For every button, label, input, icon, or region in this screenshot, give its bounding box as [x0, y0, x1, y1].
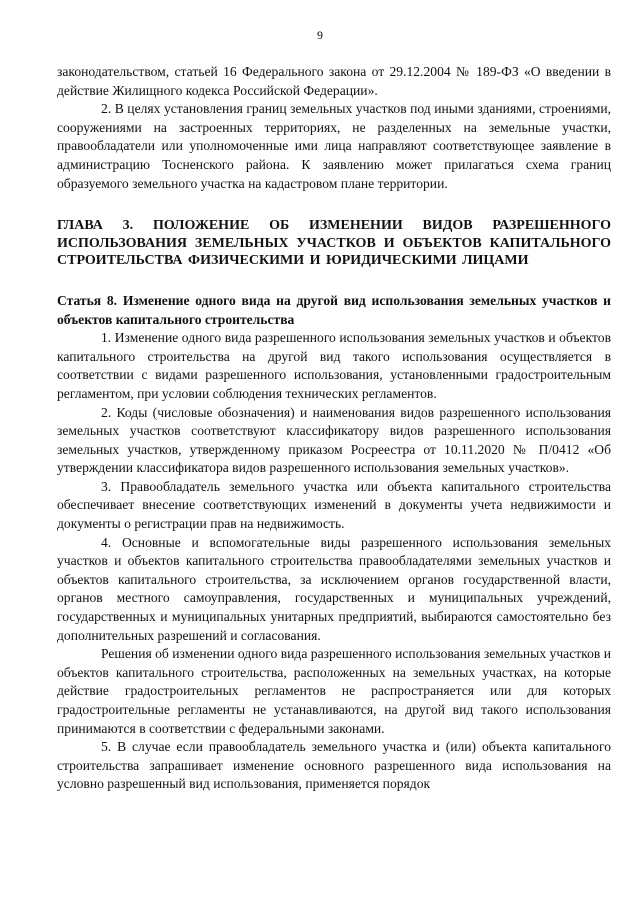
paragraph-item-2: 2. В целях установления границ земельных участков под иными зданиями, строениями, сооружениями на застроенных территориях, не разделенных на земельные участки, правообладатели или уполномоченные ими лица направляют соответствующее заявление в администрацию Тосненского района. К заявлению может прилагаться схема границ образуемого земельного участка на кадастровом плане территории. — [57, 101, 611, 191]
article-paragraph-5: 5. В случае если правообладатель земельного участка и (или) объекта капитального строительства запрашивает изменение основного разрешенного вида использования на условно разрешенный вид использования, применяется порядок — [57, 739, 611, 792]
page-number: 9 — [317, 28, 323, 42]
article-paragraph-2: 2. Коды (числовые обозначения) и наименования видов разрешенного использования земельных участков соответствуют классификатору видов разрешенного использования земельных участков, утвержденному приказом Росреестра от 10.11.2020 № П/0412 «Об утверждении классификатора видов разрешенного использования земельных участков». — [57, 404, 611, 476]
article-paragraph-1: 1. Изменение одного вида разрешенного использования земельных участков и объектов капитального строительства на другой вид такого использования осуществляется в соответствии с видами разрешенного использования, установленными градостроительным регламентом, при условии соблюдения технических регламентов. — [57, 330, 611, 401]
article-paragraph-3: 3. Правообладатель земельного участка или объекта капитального строительства обеспечивает внесение соответствующих изменений в документы учета недвижимости и документы о регистрации прав на недвижимость. — [57, 478, 611, 532]
article-heading: Статья 8. Изменение одного вида на другой вид использования земельных участков и объектов капитального строительства — [57, 292, 611, 327]
paragraph-continuation: законодательством, статьей 16 Федерального закона от 29.12.2004 № 189-ФЗ «О введении в действие Жилищного кодекса Российской Федерации». — [57, 64, 611, 98]
document-body — [57, 63, 611, 794]
article-paragraph-4: 4. Основные и вспомогательные виды разрешенного использования земельных участков и объектов капитального строительства правообладателями земельных участков и объектов капитального строительства, за исключением органов государственной власти, органов местного самоуправления, государственных и муниципальных учреждений, государственных и муниципальных унитарных предприятий, выбираются самостоятельно без дополнительных разрешений и согласования. — [57, 534, 611, 643]
article-paragraph-decisions: Решения об изменении одного вида разрешенного использования земельных участков и объектов капитального строительства, расположенных на земельных участках, на которые действие градостроительных регламентов не распространяется или для которых градостроительные регламенты не устанавливаются, на другой вид такого использования принимаются в соответствии с федеральными законами. — [57, 646, 611, 736]
chapter-heading: ГЛАВА 3. ПОЛОЖЕНИЕ ОБ ИЗМЕНЕНИИ ВИДОВ РАЗРЕШЕННОГО ИСПОЛЬЗОВАНИЯ ЗЕМЕЛЬНЫХ УЧАСТКОВ И ОБЪЕКТОВ КАПИТАЛЬНОГО СТРОИТЕЛЬСТВА ФИЗИЧЕСКИМИ И ЮРИДИЧЕСКИМИ ЛИЦАМИ — [57, 218, 611, 269]
